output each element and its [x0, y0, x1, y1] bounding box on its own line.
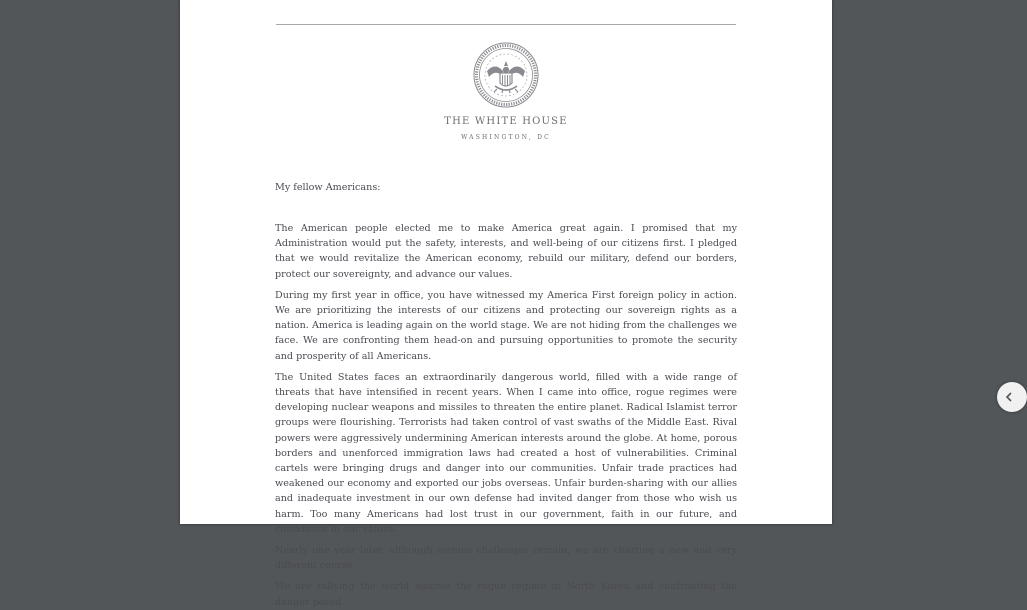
letter-paragraph: Nearly one year later, although serious challenges remain, we are charting a new and very different course. — [275, 545, 737, 572]
org-name: THE WHITE HOUSE — [444, 116, 568, 127]
header-rule — [276, 24, 736, 25]
letter-paragraph: The American people elected me to make America great again. I promised that my Administration would put the safety, interests, and well-being of our citizens first. I pledged that we would revitalize the American economy, rebuild our military, defend our borders, protect our sovereignty, and advance our values. — [275, 223, 737, 280]
letter-paragraph: During my first year in office, you have witnessed my America First foreign policy in action. We are prioritizing the interests of our citizens and protecting our sovereign rights as a nation. America is leading again on the world stage. We are not hiding from the challenges we face. We are confronting them head-on and pursuing opportunities to promote the security and prosperity of all Americans. — [275, 289, 737, 362]
org-location: WASHINGTON, DC — [461, 134, 551, 141]
letter-paragraph: The United States faces an extraordinarily dangerous world, filled with a wide range of threats that have intensified in recent years. When I came into office, rogue regimes were developing nuclear weapons and missiles to threaten the entire planet. Radical Islamist terror groups were flourishing. Terrorists had taken control of vast swaths of the Middle East. Rival powers were aggressively undermining American interests around the globe. At home, porous borders and unenforced immigration laws had created a host of vulnerabilities. Criminal cartels were bringing drugs and danger into our communities. Unfair trade practices had weakened our economy and exported our jobs overseas. Unfair burden-sharing with our allies and inadequate investment in our own defense had invited danger from those who wish us harm. Too many Americans had lost trust in our government, faith in our future, and confidence in our values. — [275, 371, 737, 535]
side-panel-toggle-button[interactable] — [997, 382, 1027, 412]
letter-body — [275, 221, 737, 610]
letter-paragraph: We are rallying the world against the rogue regime in North Korea and confronting the danger posed — [275, 581, 737, 608]
letter-salutation: My fellow Americans: — [275, 182, 381, 193]
chevron-left-icon — [1003, 391, 1015, 403]
presidential-seal-icon — [473, 42, 539, 108]
document-page — [180, 0, 832, 608]
